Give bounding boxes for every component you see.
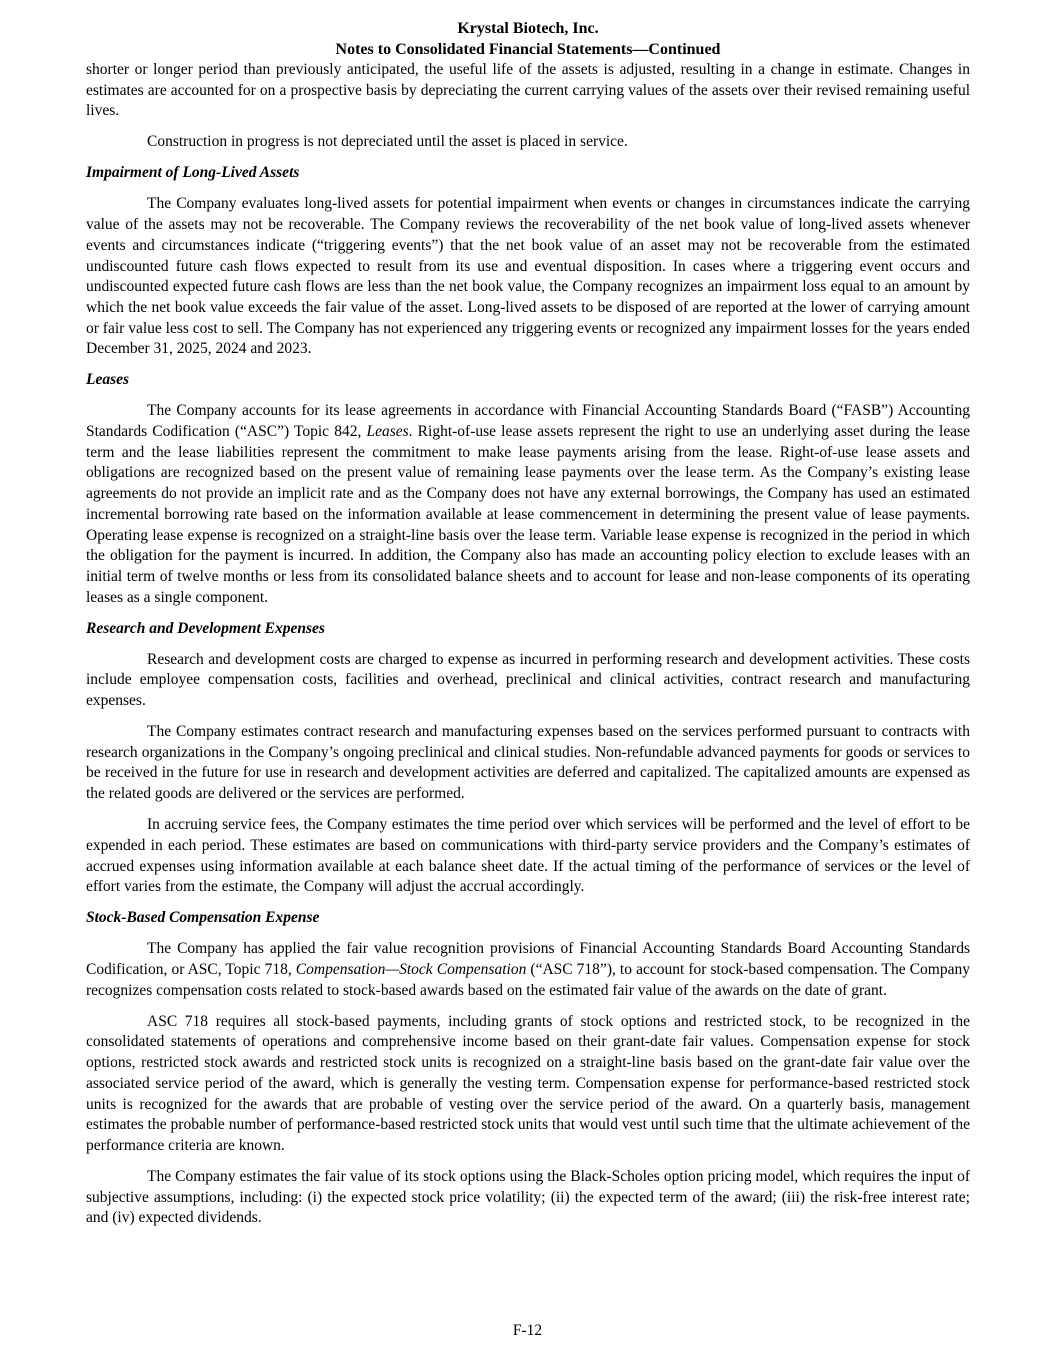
research-paragraph-3: In accruing service fees, the Company estimates the time period over which services will be performed and the level of effort to be expended in each period. These estimates are based on communications with third-party service providers and the Company’s estimates of accrued expenses using information available at each balance sheet date. If the actual timing of the performance of services or the level of effort varies from the estimate, the Company will adjust the accrual accordingly. [86, 816, 970, 896]
stock-heading: Stock-Based Compensation Expense [86, 909, 320, 927]
company-name: Krystal Biotech, Inc. [457, 20, 599, 37]
stock-text-b: (“ASC 718”), to account for stock-based compensation. The Company recognizes compensation costs related to stock-based awards based on the estimated fair value of the awards on the date of grant. [86, 960, 970, 999]
stock-text-a: The Company has applied the fair value recognition provisions of Financial Accounting Standards Board Accounting Standards Codification, or ASC, Topic 718, [86, 940, 970, 978]
leases-text-b: . Right-of-use lease assets represent the right to use an underlying asset during the lease term and the lease liabilities represent the commitment to make lease payments arising from the lease. Right-of-use lease assets and obligations are recognized based on the present value of remaining lease payments over the lease term. As the Company’s existing lease agreements do not provide an implicit rate and as the Company does not have any external borrowings, the Company has used an estimated incremental borrowing rate based on the information available at lease commencement in determining the present value of lease payments. Operating lease expense is recognized on a straight-line basis over the lease term. Variable lease expense is recognized in the period in which the obligation for the payment is incurred. In addition, the Company also has made an accounting policy election to exclude leases with an initial term of twelve months or less from its consolidated balance sheets and to account for lease and non-lease components of its operating leases as a single component. [86, 423, 970, 606]
impairment-heading: Impairment of Long-Lived Assets [86, 164, 300, 182]
stock-paragraph-3: The Company estimates the fair value of its stock options using the Black-Scholes option pricing model, which requires the input of subjective assumptions, including: (i) the expected stock price volatility; (ii) the expected term of the award; (iii) the risk-free interest rate; and (iv) expected dividends. [86, 1167, 970, 1227]
intro-paragraph-1: shorter or longer period than previously anticipated, the useful life of the assets is adjusted, resulting in a change in estimate. Changes in estimates are accounted for on a prospective basis by depreciating the current carrying values of the assets over their revised remaining useful lives. [86, 61, 970, 120]
leases-text-a: The Company accounts for its lease agreements in accordance with Financial Accounting Standards Board (“FASB”) Accounting Standards Codification (“ASC”) Topic 842, [86, 402, 970, 441]
research-paragraph-1: Research and development costs are charged to expense as incurred in performing research and development activities. These costs include employee compensation costs, facilities and overhead, preclinical and clinical activities, contract research and manufacturing expenses. [86, 650, 970, 710]
research-paragraph-2: The Company estimates contract research and manufacturing expenses based on the services performed pursuant to contracts with research organizations in the Company’s ongoing preclinical and clinical studies. Non-refundable advanced payments for goods or services to be received in the future for use in research and development activities are deferred and capitalized. The capitalized amounts are expensed as the related goods are delivered or the services are performed. [86, 723, 970, 803]
page-subtitle: Notes to Consolidated Financial Statements—Continued [335, 41, 721, 58]
stock-italic-term: Compensation—Stock Compensation [295, 960, 527, 978]
leases-italic-term: Leases [366, 423, 409, 441]
leases-heading: Leases [86, 371, 130, 389]
impairment-paragraph: The Company evaluates long-lived assets for potential impairment when events or changes in circumstances indicate the carrying value of the assets may not be recoverable. The Company reviews the recoverability of the net book value of long-lived assets whenever events and circumstances indicate (“triggering events”) that the net book value of an asset may not be recoverable from the estimated undiscounted future cash flows expected to result from its use and eventual disposition. In cases where a triggering event occurs and undiscounted expected future cash flows are less than the net book value, the Company recognizes an impairment loss equal to an amount by which the net book value exceeds the fair value of the asset. Long-lived assets to be disposed of are reported at the lower of carrying amount or fair value less cost to sell. The Company has not experienced any triggering events or recognized any impairment losses for the years ended December 31, 2025, 2024 and 2023. [86, 195, 970, 358]
leases-paragraph [86, 401, 970, 608]
research-heading: Research and Development Expenses [86, 619, 325, 637]
stock-paragraph-1 [86, 939, 970, 1001]
document-page [86, 18, 970, 1239]
page-number: F-12 [512, 1322, 543, 1339]
intro-paragraph-2: Construction in progress is not depreciated until the asset is placed in service. [147, 133, 628, 151]
stock-paragraph-2: ASC 718 requires all stock-based payments, including grants of stock options and restricted stock, to be recognized in the consolidated statements of operations and comprehensive income based on their grant-date fair values. Compensation expense for stock options, restricted stock awards and restricted stock units is recognized on a straight-line basis based on the grant-date fair value over the associated service period of the award, which is generally the vesting term. Compensation expense for performance-based restricted stock units is recognized for the awards that are probable of vesting over the service period of the award. On a quarterly basis, management estimates the probable number of performance-based restricted stock units that would vest until such time that the ultimate achievement of the performance criteria are known. [86, 1012, 970, 1154]
